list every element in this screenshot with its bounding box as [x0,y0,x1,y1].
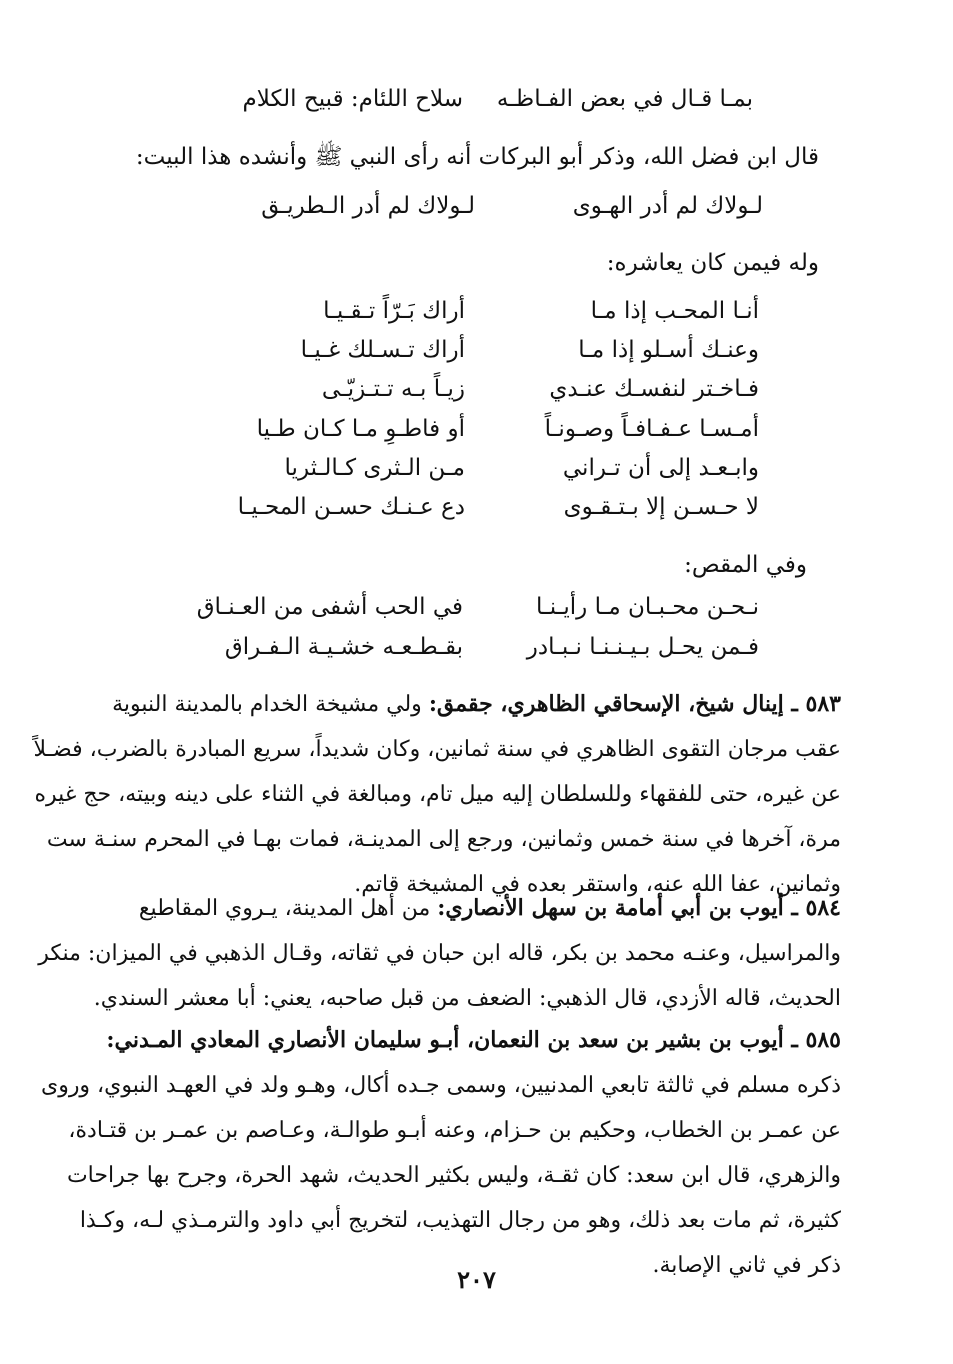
poem-one-line-3-left: زيـاً بـه تـتـزيّـى [321,376,465,402]
entry-583-line-2: عقب مرجان التقوى الظاهري في سنة ثمانين، وكان شديداً، سريع المبادرة بالضرب، فضـلاً [33,737,841,762]
poem-two-line-1-left: في الحب أشفى من العـنـاق [196,594,463,620]
entry-583-head: ٥٨٣ ـ إينال شيخ، الإسحاقي الظاهري، جقمق: [428,691,841,717]
page-number: ٢٠٧ [457,1265,496,1294]
poem-one-line-5-right: وابـعـد إلى أن تـراني [562,455,759,481]
entry-583 [33,682,841,907]
entry-583-line-5: وثمانين، عفا الله عنه، واستقر بعده في المشيخة قاتم. [354,872,841,897]
entry-583-line-4: مرة، آخرها في سنة خمس وثمانين، ورجع إلى المدينـة، فمات بهـا في المحرم سنـة ست [46,827,841,852]
poem-one-line-1-right: أنـا المحـب إذا مـا [590,298,759,324]
entry-585-head: ٥٨٥ ـ أيوب بن بشير بن سعد بن النعمان، أبـو سليمان الأنصاري المعادي المـدني: [106,1027,841,1053]
entry-583-line-3: عن غيره، حتى للفقهاء وللسلطان إليه ميل تام، ومبالغة في الثناء على دينه وبيته، حج غيره [34,782,841,807]
entry-583-line-1: ولي مشيخة الخدام بالمدينة النبوية [112,692,422,717]
entry-585-line-2: عن عمـر بن الخطاب، وحكيم بن حـزام، وعنه أبـو طوالـة، وعـاصم بن عمـر بن قتـادة، [68,1118,841,1143]
entry-585 [40,1018,841,1288]
poem-one-line-5-left: مـن الـثرى كـالـثريا [284,455,465,481]
poem-two-line-2-left: بقـطـعـه خشـيـة الـفـراق [224,634,463,660]
poem-two-line-2-right: فـمن يحـل بـيـنـنـا نـبـادر [526,634,759,660]
poem-one-line-6-right: لا حـسـن إلا بـتـقـوى [563,494,759,520]
poem-one-line-3-right: فـاخـتر لنفسـك عنـدي [549,376,759,402]
poem-one-line-4-left: أو فاطـوِ مـا كـان طـيا [256,416,465,442]
verse-top-left: سلاح اللئام: قبيح الكلام [242,86,463,112]
entry-585-line-1: ذكره مسلم في ثالثة تابعي المدنيين، وسمى جـده أكال، وهـو ولد في العهـد النبوي، وروى [40,1073,841,1098]
entry-584-head: ٥٨٤ ـ أيوب بن أبي أمامة بن سهل الأنصاري: [437,895,841,921]
companion-intro: وله فيمن كان يعاشره: [606,250,819,276]
poem-one-line-4-right: أمـسـا عـفـافـاً وصـونـاً [544,416,759,442]
poem-two-line-1-right: نـحـن محـبـان مـا رأيـنـا [535,594,759,620]
verse-lawlak-left: لـولاك لم أدر الـطريـق [261,193,475,219]
entry-584-line-3: الحديث، قاله الأزدي، قال الذهبي: الضعف من قبل صاحبه، يعني: أبا معشر السندي. [93,986,841,1011]
intro-line: قال ابن فضل الله، وذكر أبو البركات أنه رأى النبي ﷺ وأنشده هذا البيت: [135,144,819,170]
entry-584-line-2: والمراسيل، وعنـه محمد بن بكر، قاله ابن حبان في ثقاته، وقـال الذهبي في الميزان: منكر [38,941,841,966]
verse-lawlak-right: لـولاك لم أدر الهـوى [572,193,763,219]
entry-584 [38,886,841,1021]
poem-one-line-6-left: دع عـنـك حسـن المحـيـا [237,494,465,520]
entry-584-line-1: من أهل المدينة، يـروي المقاطيع [138,896,431,921]
entry-585-line-3: والزهري، قال ابن سعد: كان ثقـة، وليس بكثير الحديث، شهد الحرة، وجرح بها جراحات [66,1163,841,1188]
poem-one-line-1-left: أراك بَـرّاً تـقـيـا [323,298,465,324]
poem-one-line-2-left: أراك تـسـلك غـيـا [300,337,465,363]
entry-585-line-4: كثيرة، ثم مات بعد ذلك، وهو من رجال التهذيب، لتخريج أبي داود والترمـذي لـه، وكـذا [79,1208,841,1233]
verse-top-right: بمـا قـال في بعض الفـاظـه [496,86,753,112]
maqass-intro: وفي المقص: [684,552,807,578]
entry-585-line-5: ذكر في ثاني الإصابة. [652,1253,841,1278]
poem-one-line-2-right: وعنـك أسـلو إذا مـا [578,337,759,363]
